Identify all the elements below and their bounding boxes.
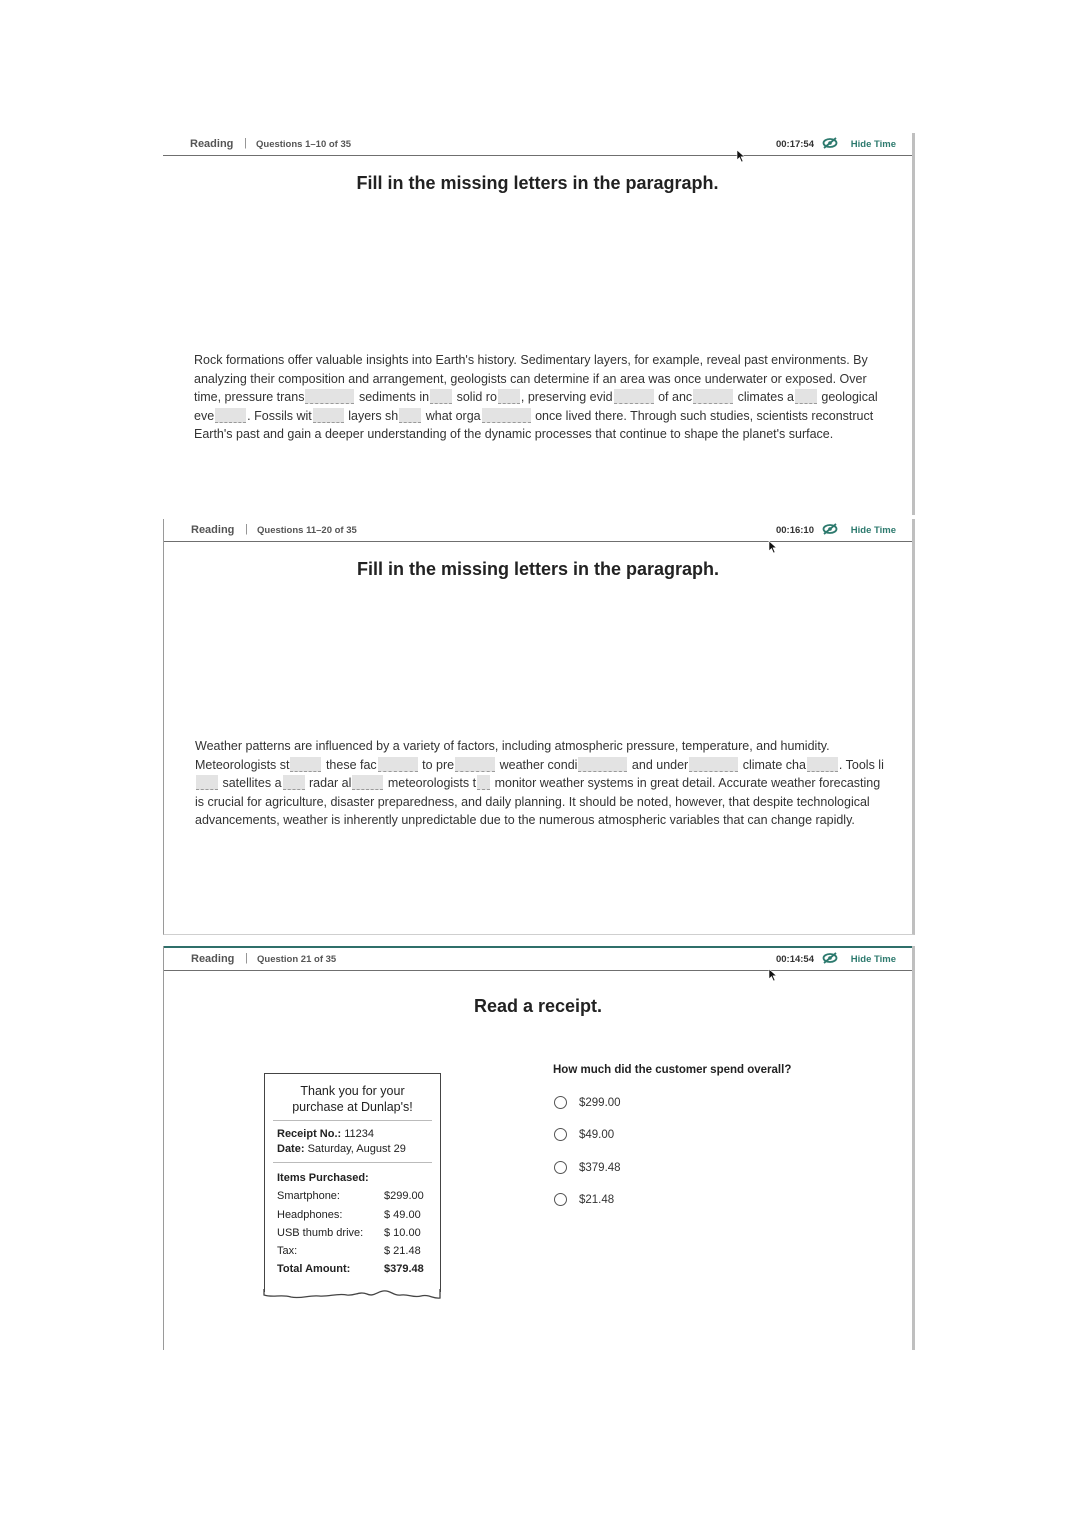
missing-letters-input[interactable]	[455, 757, 495, 772]
missing-letters-input[interactable]	[378, 757, 418, 772]
item-price: $299.00	[384, 1190, 424, 1203]
hide-time-button[interactable]: Hide Time	[850, 525, 896, 536]
missing-letters-input[interactable]	[578, 757, 627, 772]
receipt-divider	[273, 1162, 432, 1163]
missing-letters-input[interactable]	[614, 389, 654, 404]
item-price: $ 49.00	[384, 1208, 421, 1221]
screen-questions-1-10	[163, 133, 915, 515]
missing-letters-input[interactable]	[352, 775, 383, 790]
receipt-item	[277, 1242, 440, 1260]
section-label: Reading	[191, 524, 235, 536]
option-label: $49.00	[579, 1129, 615, 1141]
receipt-date-label: Date:	[277, 1143, 305, 1155]
receipt-item	[277, 1224, 440, 1242]
section-label: Reading	[191, 953, 235, 965]
option-label: $21.48	[579, 1194, 615, 1206]
hide-time-button[interactable]: Hide Time	[850, 954, 896, 965]
missing-letters-input[interactable]	[689, 757, 738, 772]
hide-time-button[interactable]: Hide Time	[850, 139, 896, 150]
radio-button[interactable]	[554, 1096, 567, 1109]
radio-button[interactable]	[554, 1193, 567, 1206]
receipt-items	[277, 1169, 440, 1279]
item-price: $ 10.00	[384, 1226, 421, 1239]
missing-letters-input[interactable]	[807, 757, 838, 772]
top-bar	[164, 519, 912, 542]
receipt-torn-edge	[263, 1289, 441, 1303]
receipt-no-label: Receipt No.:	[277, 1128, 342, 1140]
eye-slash-icon[interactable]	[822, 137, 838, 149]
option-label: $299.00	[579, 1097, 621, 1109]
question-text: How much did the customer spend overall?	[553, 1064, 792, 1076]
items-header: Items Purchased:	[277, 1172, 369, 1184]
question-range: Questions 1–10 of 35	[256, 139, 352, 150]
receipt-thanks-line-1: Thank you for your	[300, 1084, 405, 1098]
missing-letters-input[interactable]	[498, 389, 520, 404]
missing-letters-input[interactable]	[795, 389, 817, 404]
screen-questions-11-20	[163, 519, 915, 935]
radio-button[interactable]	[554, 1128, 567, 1141]
receipt	[264, 1073, 441, 1292]
missing-letters-input[interactable]	[477, 775, 490, 790]
receipt-date: Saturday, August 29	[307, 1143, 406, 1155]
missing-letters-input[interactable]	[215, 408, 246, 423]
receipt-item	[277, 1206, 440, 1224]
timer: 00:16:10	[775, 525, 814, 536]
radio-button[interactable]	[554, 1161, 567, 1174]
top-bar	[163, 133, 912, 156]
receipt-thanks-line-2: purchase at Dunlap's!	[292, 1100, 413, 1114]
question-range: Questions 11–20 of 35	[257, 525, 357, 536]
eye-slash-icon[interactable]	[822, 952, 838, 964]
passage-paragraph: Rock formations offer valuable insights into Earth's history. Sedimentary layers, for example, reveal past environments. By analyzing their composition and arrangement, geologists can determine if an area was once underwater or exposed. Over time, pressure trans sediments in solid ro , preserving evid of anc climates a geological eve . Fossils wit layers sh what orga once lived there. Through such studies, scientists reconstruct Earth's past and gain a deeper understanding of the dynamic processes that continue to shape the planet's surface.	[194, 353, 878, 442]
receipt-item	[277, 1187, 440, 1205]
passage-paragraph: Weather patterns are influenced by a variety of factors, including atmospheric pressure, temperature, and humidity. Meteorologists st these fac to pre weather condi and under climate cha . Tools li satellites a radar al meteorologists t monitor weather systems in great detail. Accurate weather forecasting is crucial for agriculture, disaster preparedness, and daily planning. It should be noted, however, that despite technological advancements, weather is inherently unpredictable due to the numerous atmospheric variables that can change rapidly.	[195, 739, 884, 828]
item-name: Smartphone:	[277, 1190, 340, 1203]
missing-letters-input[interactable]	[399, 408, 421, 423]
receipt-meta	[277, 1127, 440, 1157]
mouse-pointer-icon	[768, 968, 778, 982]
item-name: Headphones:	[277, 1208, 343, 1221]
timer: 00:14:54	[775, 954, 814, 965]
option-label: $379.48	[579, 1162, 621, 1174]
item-name: Tax:	[277, 1245, 298, 1258]
eye-slash-icon[interactable]	[822, 523, 838, 535]
receipt-no: 11234	[344, 1128, 375, 1140]
mouse-pointer-icon	[736, 149, 746, 163]
section-label: Reading	[190, 138, 234, 150]
receipt-divider	[273, 1120, 432, 1121]
missing-letters-input[interactable]	[196, 775, 218, 790]
receipt-thanks	[265, 1083, 440, 1115]
divider: |	[245, 952, 248, 964]
receipt-total	[277, 1260, 440, 1278]
total-amount: $379.48	[384, 1263, 424, 1276]
timer: 00:17:54	[775, 139, 814, 150]
divider: |	[245, 523, 248, 535]
page-heading: Fill in the missing letters in the paragraph.	[356, 559, 720, 579]
missing-letters-input[interactable]	[305, 389, 354, 404]
question-range: Question 21 of 35	[257, 954, 337, 965]
mouse-pointer-icon	[768, 540, 778, 554]
total-label: Total Amount:	[277, 1263, 351, 1276]
missing-letters-input[interactable]	[482, 408, 531, 423]
missing-letters-input[interactable]	[290, 757, 321, 772]
divider: |	[244, 137, 247, 149]
page-heading: Fill in the missing letters in the paragraph.	[356, 173, 719, 193]
missing-letters-input[interactable]	[430, 389, 452, 404]
page-heading: Read a receipt.	[473, 996, 603, 1016]
screen-question-21	[163, 946, 915, 1350]
missing-letters-input[interactable]	[693, 389, 733, 404]
item-price: $ 21.48	[384, 1245, 421, 1258]
missing-letters-input[interactable]	[283, 775, 305, 790]
missing-letters-input[interactable]	[313, 408, 344, 423]
item-name: USB thumb drive:	[277, 1226, 364, 1239]
top-bar	[164, 946, 912, 971]
